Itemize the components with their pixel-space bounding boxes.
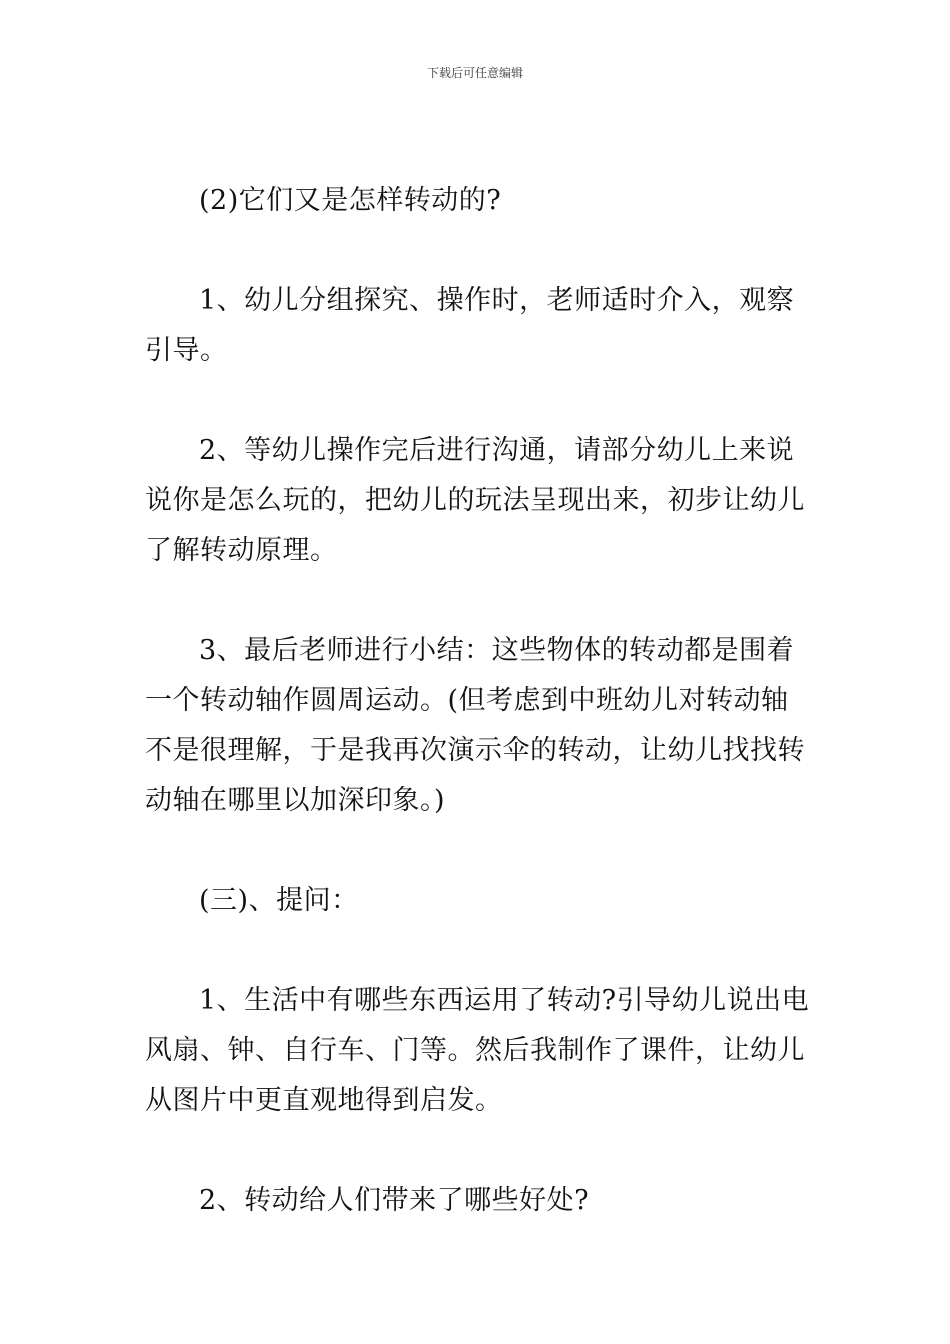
paragraph-gap bbox=[145, 576, 810, 626]
section-heading-questions: (三)、提问： bbox=[199, 885, 359, 916]
paragraph-question-item-2: 2、转动给人们带来了哪些好处? bbox=[199, 1185, 590, 1216]
paragraph-step-2: 2、等幼儿操作完后进行沟通，请部分幼儿上来说说你是怎么玩的，把幼儿的玩法呈现出来，初步让幼儿了解转动原理。 bbox=[145, 435, 805, 566]
paragraph-step-3: 3、最后老师进行小结：这些物体的转动都是围着一个转动轴作圆周运动。(但考虑到中班幼儿对转动轴不是很理解，于是我再次演示伞的转动，让幼儿找找转动轴在哪里以加深印象。) bbox=[145, 635, 805, 816]
paragraph-gap bbox=[145, 226, 810, 276]
paragraph-gap bbox=[145, 926, 810, 976]
paragraph-question-2: (2)它们又是怎样转动的? bbox=[199, 185, 502, 216]
paragraph-gap bbox=[145, 826, 810, 876]
paragraph-question-item-1: 1、生活中有哪些东西运用了转动?引导幼儿说出电风扇、钟、自行车、门等。然后我制作了课件，让幼儿从图片中更直观地得到启发。 bbox=[145, 985, 810, 1116]
paragraph-gap bbox=[145, 376, 810, 426]
document-body bbox=[145, 176, 810, 1226]
paragraph-gap bbox=[145, 1126, 810, 1176]
page-header-note: 下载后可任意编辑 bbox=[426, 66, 523, 80]
paragraph-step-1: 1、幼儿分组探究、操作时，老师适时介入，观察引导。 bbox=[145, 285, 795, 366]
